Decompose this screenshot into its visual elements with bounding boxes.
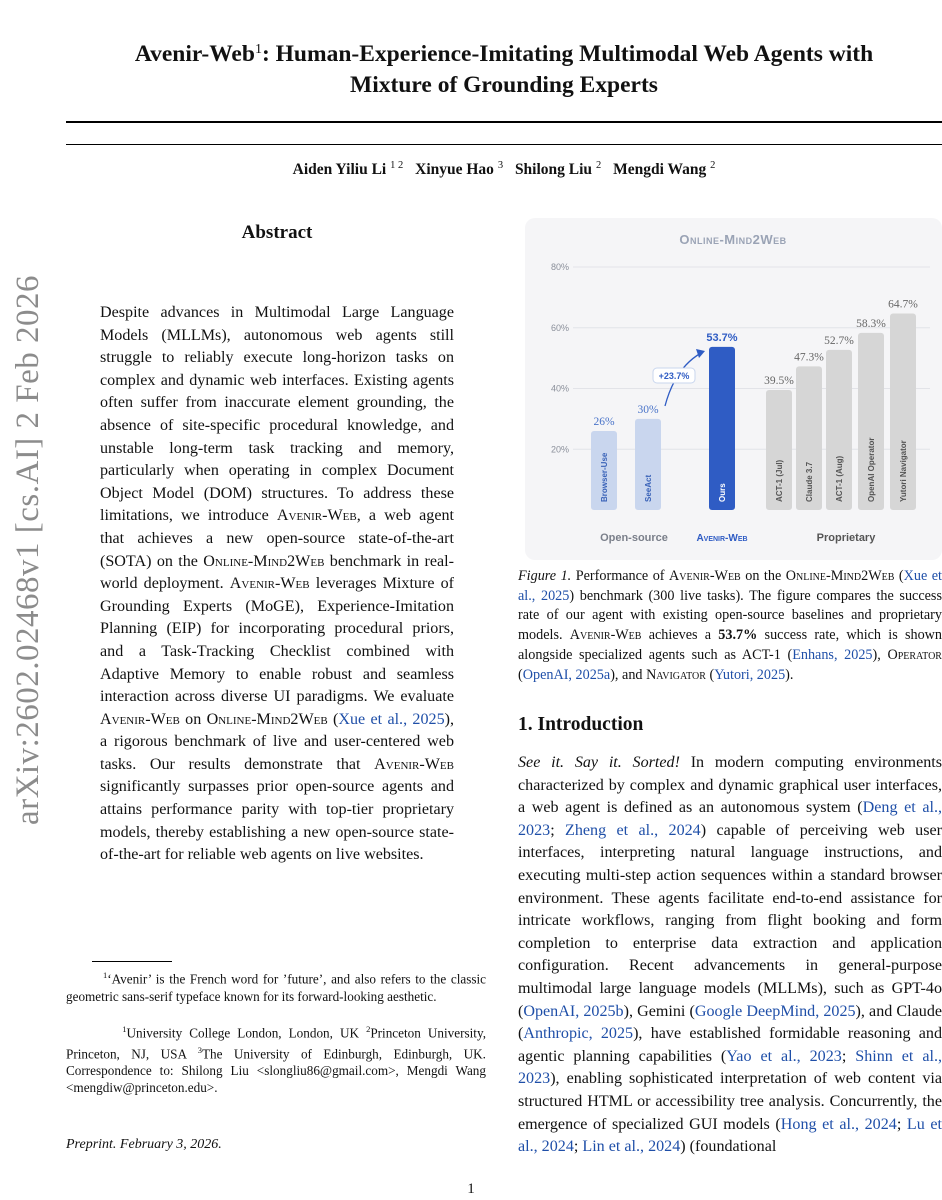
citation-link[interactable]: OpenAI, 2025b xyxy=(523,1002,624,1020)
y-tick-label: 60% xyxy=(550,322,569,333)
author-list xyxy=(66,160,942,179)
y-tick-label: 20% xyxy=(550,444,569,455)
bar-category-label: SeeAct xyxy=(644,474,653,502)
title-top-rule xyxy=(66,121,942,123)
y-tick-label: 80% xyxy=(550,262,569,272)
bar-category-label: OpenAI Operator xyxy=(867,437,876,502)
footnote-affiliations: $^1$University College London, London, UK $^2$Princeton University, Princeton, NJ, USA $^3$The University of Edinburgh, Edinburgh, UK. Correspondence to: Shilong Liu <slongliu86@gmail.com>, Mengdi Wang <mengdiw@princeton.edu>. xyxy=(66,1024,486,1096)
gain-annotation: +23.7% xyxy=(658,371,690,381)
citation-link[interactable]: Lin et al., 2024 xyxy=(582,1138,681,1156)
abstract-heading: Abstract xyxy=(241,222,313,243)
citation-link[interactable]: Shinn et al., 2023 xyxy=(518,1047,942,1088)
preprint-note: Preprint. February 3, 2026. xyxy=(66,1137,222,1152)
bar-category-label: Claude 3.7 xyxy=(805,461,814,502)
citation-link[interactable]: Google DeepMind, 2025 xyxy=(694,1002,856,1020)
bar-value-label: 47.3% xyxy=(794,351,824,364)
bar-value-label: 52.7% xyxy=(824,334,854,347)
citation-link[interactable]: Yutori, 2025 xyxy=(714,666,786,683)
author: Shilong Liu $^2$ xyxy=(514,160,602,179)
figure-1 xyxy=(525,218,942,560)
bar-value-label: 58.3% xyxy=(856,317,886,330)
y-tick-label: 40% xyxy=(550,383,569,394)
title-part2: : Human-Experience-Imitating Multimodal Web Agents with xyxy=(261,41,874,67)
figure-caption: Figure 1. Performance of Avenir-Web on the Online-Mind2Web (Xue et al., 2025) benchmark (300 live tasks). The figure compares the success rate of our agent with existing open-source baselines and proprietary models. Avenir-Web achieves a 53.7% success rate, which is shown alongside specialized agents such as ACT-1 (Enhans, 2025), Operator (OpenAI, 2025a), and Navigator (Yutori, 2025). xyxy=(518,568,942,683)
group-label: Open-source xyxy=(600,532,668,544)
bar-category-label: ACT-1 (Aug) xyxy=(835,455,844,502)
bar-category-label: Yutori Navigator xyxy=(899,440,908,502)
paper-title xyxy=(66,34,942,101)
citation-link[interactable]: Lu et al., 2024 xyxy=(518,1115,942,1156)
citation-link[interactable]: Xue et al., 2025 xyxy=(338,710,445,728)
chart-title: Online-Mind2Web xyxy=(679,232,787,247)
citation-link[interactable]: Zheng et al., 2024 xyxy=(565,821,701,839)
citation-link[interactable]: Enhans, 2025 xyxy=(792,646,873,663)
bar-value-label: 53.7% xyxy=(706,331,738,344)
bar-category-label: ACT-1 (Jul) xyxy=(775,459,784,502)
bar-value-label: 64.7% xyxy=(888,298,918,311)
gain-arrowhead xyxy=(696,349,705,358)
bar-category-label: Browser-Use xyxy=(600,452,609,502)
title-line2: Mixture of Grounding Experts xyxy=(350,72,658,98)
abstract-text: Despite advances in Multimodal Large Language Models (MLLMs), autonomous web agents still struggle to reliably execute long-horizon tasks on complex and dynamic web interfaces. Existing agents often suffer from inaccurate element grounding, the absence of site-specific procedural knowledge, and unstable long-term task tracking and memory, particularly when operating in complex Document Object Model (DOM) structures. To address these limitations, we introduce Avenir-Web, a web agent that achieves a new open-source state-of-the-art (SOTA) on the Online-Mind2Web benchmark in real-world deployment. Avenir-Web leverages Mixture of Grounding Experts (MoGE), Experience-Imitation Planning (EIP) for incorporating procedural priors, and a Task-Tracking Checklist combined with Adaptive Memory to enable robust and seamless interaction across diverse UI paradigms. We evaluate Avenir-Web on Online-Mind2Web (Xue et al., 2025), a rigorous benchmark of live and user-centered web tasks. Our results demonstrate that Avenir-Web significantly surpasses prior open-source agents and attains performance parity with top-tier proprietary models, thereby establishing a new open-source state-of-the-art for reliable web agents on live websites. xyxy=(100,304,455,864)
performance-bar-chart xyxy=(525,218,942,560)
citation-link[interactable]: Anthropic, 2025 xyxy=(523,1025,634,1043)
citation-link[interactable]: Hong et al., 2024 xyxy=(780,1115,897,1133)
bar-value-label: 26% xyxy=(593,416,615,429)
footnote-avenir: $^1$‘Avenir’ is the French word for ’future’, and also refers to the classic geometric sans-serif typeface known for its forward-looking aesthetic. xyxy=(66,970,486,1004)
group-label: Proprietary xyxy=(816,532,876,544)
section-heading-introduction: 1. Introduction xyxy=(518,714,644,735)
introduction-text: See it. Say it. Sorted! In modern computing environments characterized by complex and dynamic graphical user interfaces, a web agent is defined as an autonomous system (Deng et al., 2023; Zheng et al., 2024) capable of perceiving web user interfaces, interpreting natural language instructions, and executing multi-step action sequences within a standard browser environment. These agents facilitate end-to-end assistance for intricate workflows, ranging from flight booking and form completion to enterprise data extraction and application configuration. Recent advancements in general-purpose multimodal large language models (MLLMs), such as GPT-4o (OpenAI, 2025b), Gemini (Google DeepMind, 2025), and Claude (Anthropic, 2025), have established formidable reasoning and agentic planning capabilities (Yao et al., 2023; Shinn et al., 2023), enabling sophisticated interpretation of web content via structured HTML or accessibility tree analysis. Concurrently, the emergence of specialized GUI models (Hong et al., 2024; Lu et al., 2024; Lin et al., 2024) (foundational xyxy=(518,754,942,1156)
title-part1: Avenir-Web xyxy=(134,41,255,67)
citation-link[interactable]: Yao et al., 2023 xyxy=(726,1047,842,1065)
citation-link[interactable]: Xue et al., 2025 xyxy=(518,568,942,604)
author: Xinyue Hao $^3$ xyxy=(415,160,504,179)
title-bottom-rule xyxy=(66,144,942,145)
bar-value-label: 39.5% xyxy=(764,375,794,388)
title-footnote-mark[interactable]: 1 xyxy=(254,42,262,57)
bar-category-label: Ours xyxy=(718,483,727,502)
citation-link[interactable]: Deng et al., 2023 xyxy=(518,799,942,839)
page-number: 1 xyxy=(467,1181,475,1197)
author: Mengdi Wang $^2$ xyxy=(613,160,716,179)
bar-value-label: 30% xyxy=(637,403,659,416)
arxiv-stamp: arXiv:2602.02468v1 [cs.AI] 2 Feb 2026 xyxy=(10,274,46,826)
author: Aiden Yiliu Li $^{1 2}$ xyxy=(292,160,404,179)
footnote-rule xyxy=(92,961,172,962)
group-label: Avenir-Web xyxy=(696,533,748,544)
citation-link[interactable]: OpenAI, 2025a xyxy=(522,666,611,683)
